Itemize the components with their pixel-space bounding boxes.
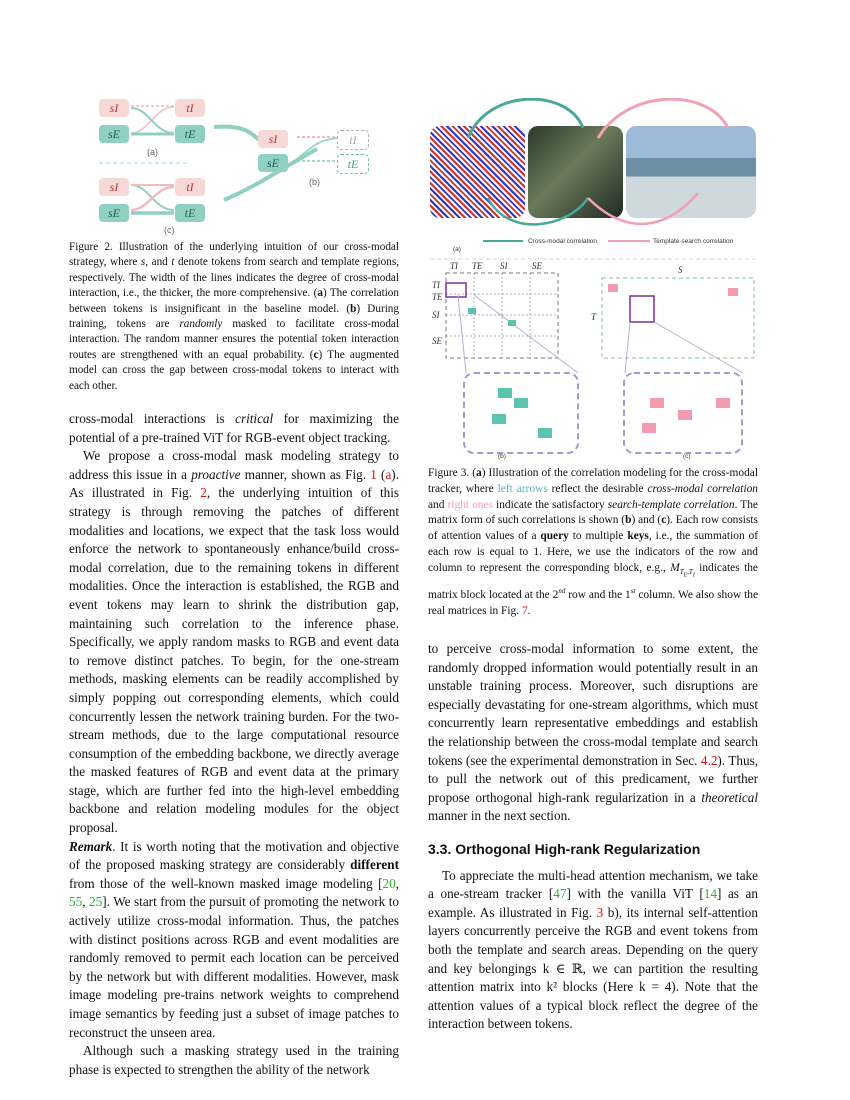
fig2-label-b: (b): [309, 177, 320, 187]
token-s-i-b: sI: [258, 130, 288, 148]
row-label: TI: [432, 280, 441, 290]
token-s-e-b: sE: [258, 154, 288, 172]
col-label: SE: [532, 261, 542, 271]
row-label: SI: [432, 310, 440, 320]
token-s-e: sE: [99, 125, 129, 143]
col-label: TE: [472, 261, 483, 271]
col-label: SI: [500, 261, 508, 271]
fig3-panel-a: (a): [453, 246, 461, 253]
paragraph: to perceive cross-modal information to some extent, the randomly dropped information would potentially result in an unstable training process. Moreover, such disruptions are especially devastating for one-stream algorithms, which must concurrently learn representative embeddings and establish the relationship between the cross-modal template and search tokens (see the experimental demonstration in Sec. 4.2). Thus, to pull the network out of this predicament, we further propose orthogonal high-rank regularization in a theoretical manner in the next section.: [428, 641, 758, 824]
token-t-i-b: tI: [337, 130, 369, 150]
fig2-label-a: (a): [147, 147, 158, 157]
left-column-body: [69, 410, 399, 1079]
paragraph: Remark. It is worth noting that the motivation and objective of the proposed masking strategy are considerably different from those of the well-known masked image modeling [20, 55, 25]. We start from the pursuit of promoting the network to actively utilize cross-modal information. Thus, the patches with distinct positions across RGB and event modalities are randomly removed to permit each location can be perceived by the network but with different modalities. However, mask image modeling pre-trains network weights to comprehend image semantics by feeding just a subset of image patches to reconstruct the unseen area.: [69, 838, 400, 1040]
legend-template-search: Template-search correlation: [653, 238, 734, 245]
paragraph: cross-modal interactions is critical for maximizing the potential of a pre-trained ViT for RGB-event object tracking.: [69, 411, 399, 445]
legend-cross-modal: Cross-modal correlation: [528, 238, 597, 245]
citation-link[interactable]: 55: [69, 894, 83, 910]
figure-3: [428, 98, 758, 460]
fig3-panel-c: (c): [683, 453, 691, 460]
token-t-e-b: tE: [337, 154, 369, 174]
figure-2: [69, 95, 399, 240]
token-s-e-c: sE: [99, 204, 129, 222]
fig2-label-c: (c): [164, 225, 175, 235]
paragraph: We propose a cross-modal mask modeling strategy to address this issue in a proactive manner, shown as Fig. 1 (a). As illustrated in Fig. 2, the underlying intuition of this strategy is through removing the patches of different modalities and locations, we expect that the task loss would enforce the network to spontaneously enhance/build cross-modal correlation, due to the remaining tokens in different modalities. Once the interaction is established, the RGB and event tokens may learn to shrink the distribution gap, maintaining such correlation to the inference phase. Specifically, we apply random masks to RGB and event data to remove distinct patches. To begin, for the one-stream methods, masking elements can be readily accomplished by simply popping out corresponding elements, which could concurrently lessen the network training burden. For the two-stream methods, due to the large computational resource consumption of the embedding backbone, we directly average the masked features of RGB and event data at the primary stage, which are further fed into the high-level embedding backbone and relation modeling modules for the object proposal.: [69, 448, 399, 836]
ref-link[interactable]: a: [385, 466, 392, 482]
token-t-e-c: tE: [175, 204, 205, 222]
paragraph: To appreciate the multi-head attention mechanism, we take a one-stream tracker [47] with the vanilla ViT [14] as an example. As illustrated in Fig. 3 b), its internal self-attention layers concurrently perceive the RGB and event tokens from both the template and search areas. Depending on the query and key belongings k ∈ ℝ, we can partition the resulting attention matrix into k² blocks (Here k = 4). Note that the attention values of a typical block reflect the degree of the interaction between tokens.: [428, 867, 758, 1032]
citation-link[interactable]: 14: [703, 886, 717, 902]
section-heading: 3.3. Orthogonal High-rank Regularization: [428, 840, 701, 857]
token-t-i-c: tI: [175, 178, 205, 196]
right-column-body: [428, 640, 758, 1034]
token-t-i: tI: [175, 99, 205, 117]
row-label: SE: [432, 336, 442, 346]
ref-link[interactable]: 7: [521, 604, 528, 617]
figure-2-caption: Figure 2. Illustration of the underlying intuition of our cross-modal strategy, where s, and t denote tokens from search and template regions, respectively. The width of the lines indicates the degree of cross-modal interaction, i.e., the thicker, the more comprehensive. (a) The correlation between tokens is insignificant in the baseline model. (b) During training, tokens are randomly masked to facilitate cross-modal interaction. The random manner ensures the potential token interaction routes are strengthened with an equal probability. (c) The augmented model can cross the gap between cross-modal tokens to interact with each other.: [69, 241, 400, 392]
ref-link[interactable]: 2: [200, 485, 207, 501]
s-label: S: [678, 265, 683, 275]
t-label: T: [591, 312, 597, 322]
figure-3-graphics: [428, 98, 758, 460]
col-label: TI: [450, 261, 459, 271]
citation-link[interactable]: 20: [382, 875, 396, 891]
token-t-e: tE: [175, 125, 205, 143]
token-s-i-c: sI: [99, 178, 129, 196]
citation-link[interactable]: 47: [553, 886, 567, 902]
token-s-i: sI: [99, 99, 129, 117]
ref-link[interactable]: 3: [596, 904, 604, 920]
paragraph: Although such a masking strategy used in the training phase is expected to strengthen the ability of the network: [69, 1043, 399, 1077]
citation-link[interactable]: 25: [89, 894, 103, 910]
figure-3-caption: Figure 3. (a) Illustration of the correlation modeling for the cross-modal tracker, where left arrows reflect the desirable cross-modal correlation and right ones indicate the satisfactory search-template correlation. The matrix form of such correlations is shown (b) and (c). Each row consists of attention values of a query to multiple keys, i.e., the summation of each row is equal to 1. Here, we use the indicators of the row and column to represent the corresponding block, e.g., $M_{T_E,T_I}$ indicates the matrix block located at the 2nd row and the 1st column. We also show the real matrices in Fig. 7.: [428, 467, 759, 617]
row-label: TE: [432, 292, 443, 302]
ref-link[interactable]: 4.2: [700, 752, 718, 768]
fig3-panel-b: (b): [498, 453, 506, 460]
ref-link[interactable]: 1: [370, 466, 377, 482]
